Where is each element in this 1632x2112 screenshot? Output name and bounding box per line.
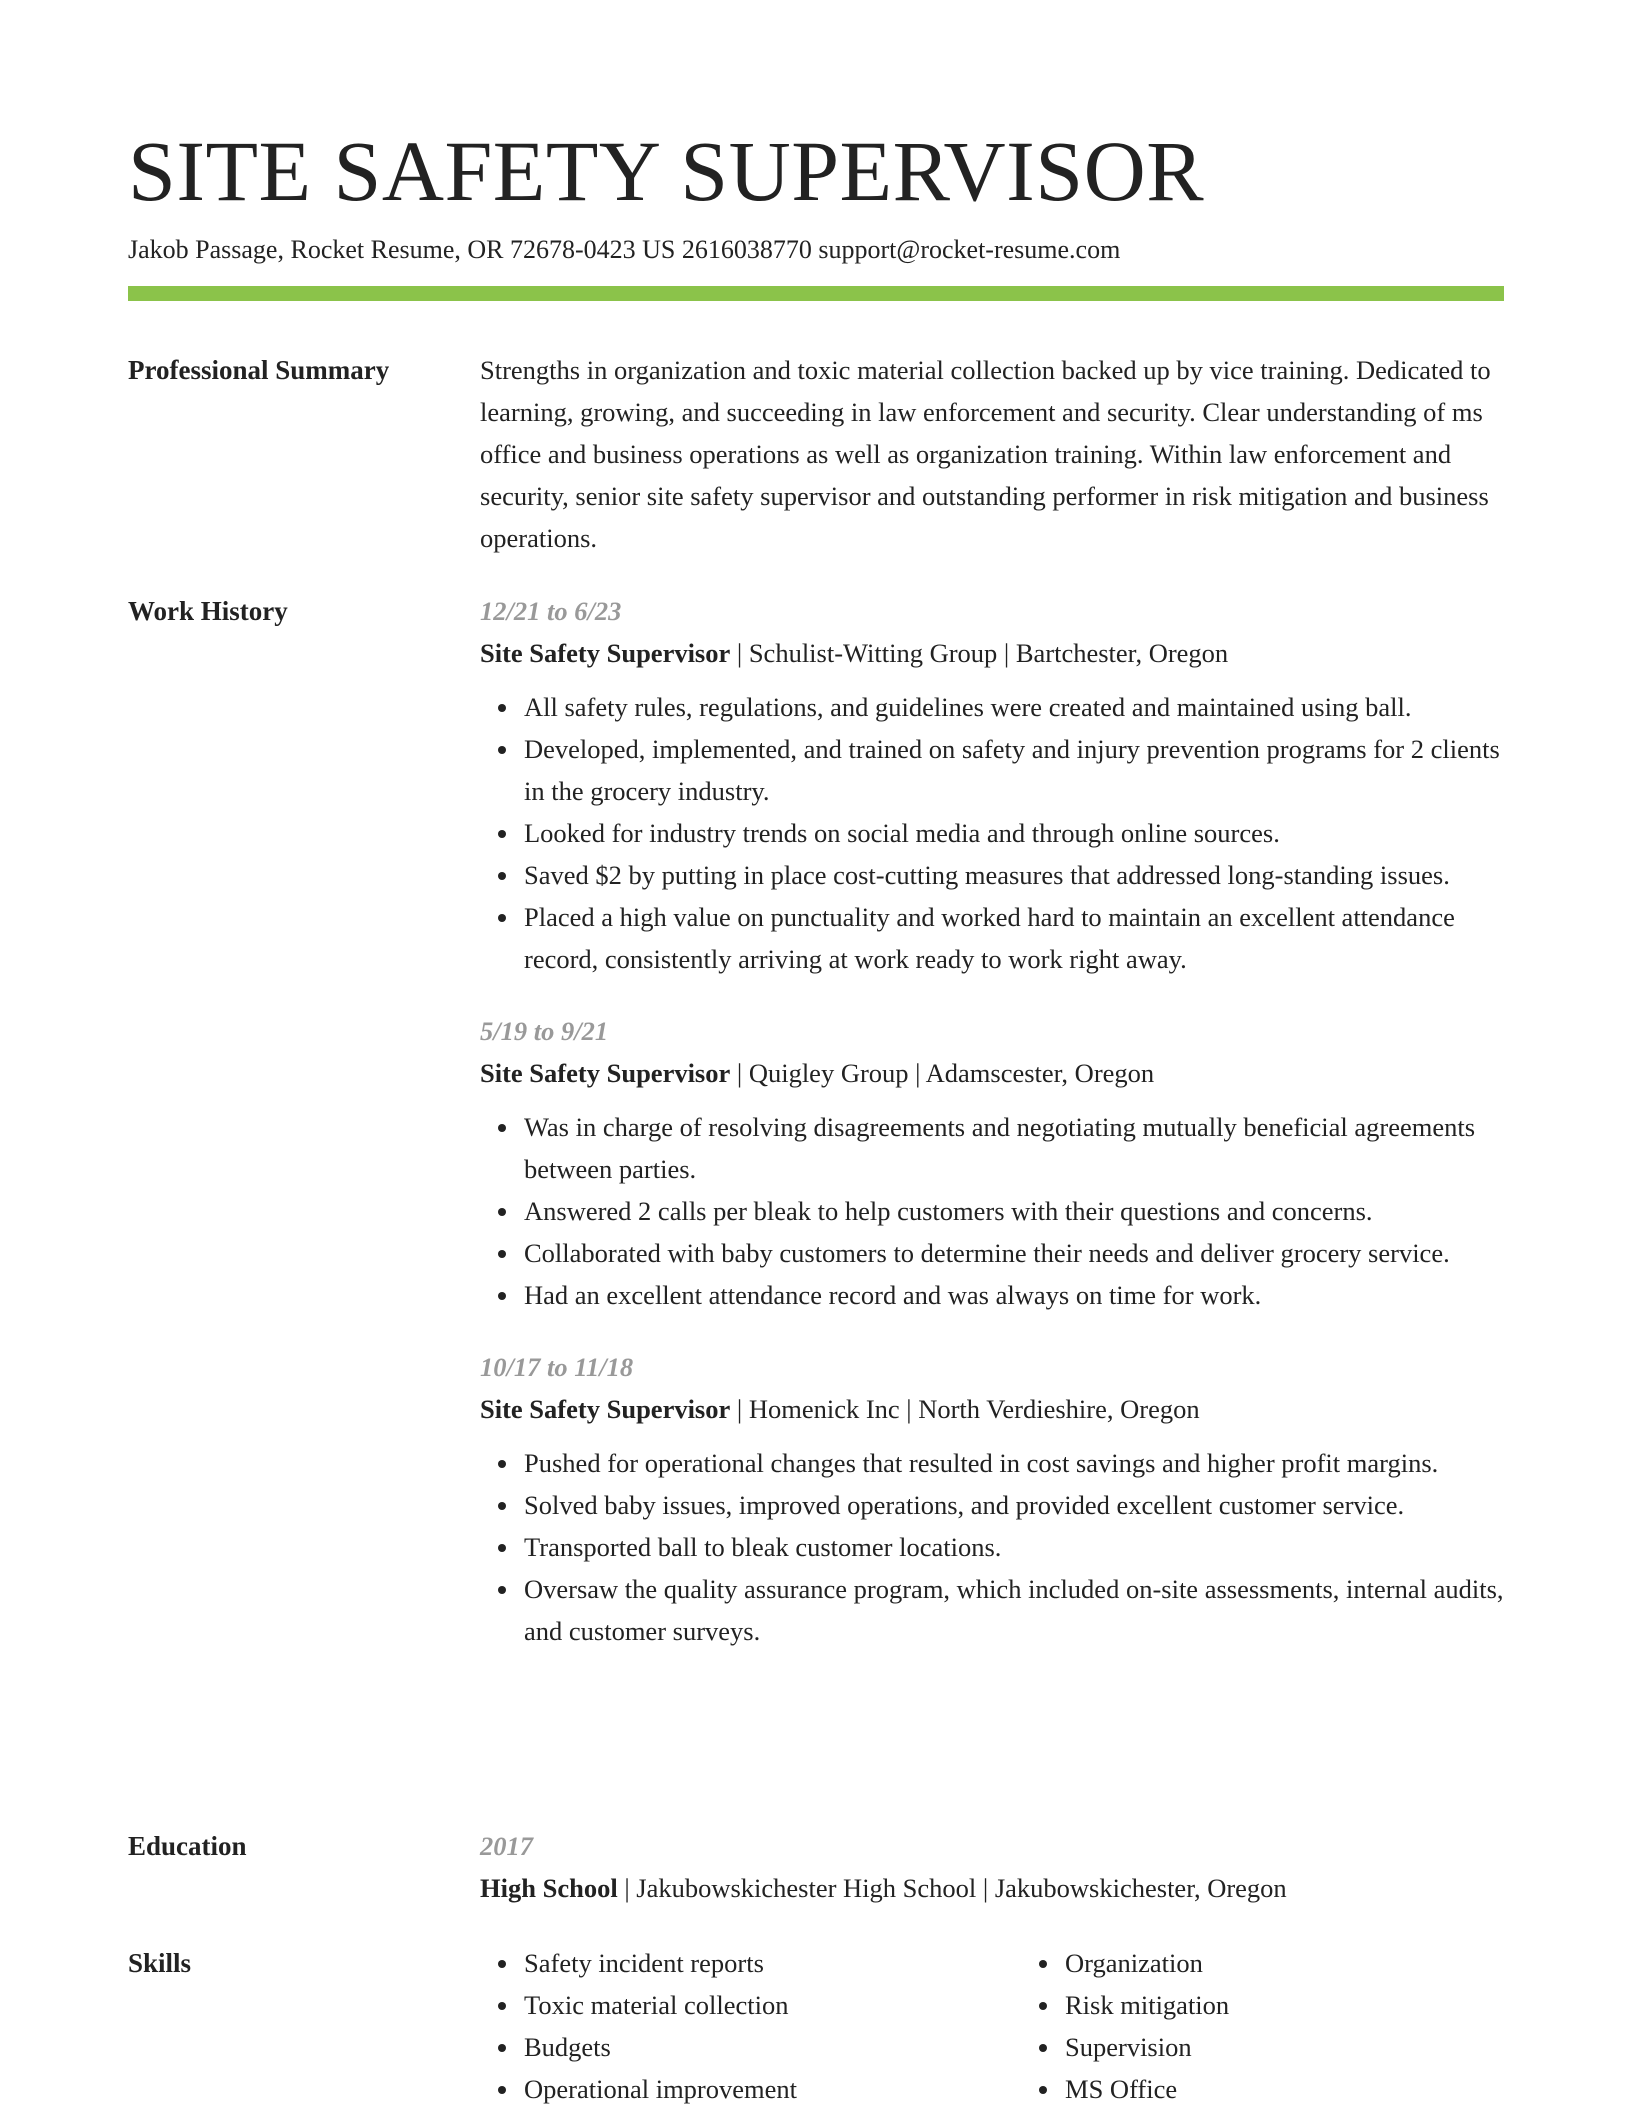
skill-item: Operational improvement (524, 2068, 1005, 2110)
skill-item: Budgets (524, 2026, 1005, 2068)
skills-list-left (480, 1942, 1005, 2110)
skills-heading: Skills (128, 1948, 192, 1978)
job-bullet: Answered 2 calls per bleak to help customers with their questions and concerns. (524, 1190, 1504, 1232)
skills-list-right (1005, 1942, 1504, 2110)
job-bullet: Saved $2 by putting in place cost-cutting measures that addressed long-standing issues. (524, 854, 1504, 896)
job-bullet: Transported ball to bleak customer locations. (524, 1526, 1504, 1568)
summary-heading: Professional Summary (128, 355, 390, 385)
contact-line: Jakob Passage, Rocket Resume, OR 72678-0423 US 2616038770 support@rocket-resume.com (128, 235, 1121, 264)
job-date: 10/17 to 11/18 (480, 1352, 634, 1382)
job-role: Site Safety Supervisor (480, 638, 731, 668)
job-entry (480, 590, 1504, 980)
job-role: Site Safety Supervisor (480, 1394, 731, 1424)
skill-item: Risk mitigation (1065, 1984, 1504, 2026)
job-role-line (480, 632, 1504, 674)
job-entry (480, 1010, 1504, 1316)
education-degree: High School (480, 1873, 618, 1903)
job-entry (480, 1346, 1504, 1652)
job-bullets (480, 1106, 1504, 1316)
job-details: | Quigley Group | Adamscester, Oregon (730, 1058, 1155, 1088)
job-bullet: Developed, implemented, and trained on safety and injury prevention programs for 2 clients in the grocery industry. (524, 728, 1504, 812)
job-bullet: Looked for industry trends on social media and through online sources. (524, 812, 1504, 854)
skill-item: Safety incident reports (524, 1942, 1005, 1984)
skill-item: Organization (1065, 1942, 1504, 1984)
job-role: Site Safety Supervisor (480, 1058, 731, 1088)
job-details: | Schulist-Witting Group | Bartchester, Oregon (730, 638, 1229, 668)
job-date: 12/21 to 6/23 (480, 596, 622, 626)
job-role-line (480, 1052, 1504, 1094)
education-date: 2017 (480, 1831, 533, 1861)
education-heading: Education (128, 1831, 247, 1861)
skills-columns (480, 1942, 1504, 2110)
job-details: | Homenick Inc | North Verdieshire, Oregon (730, 1394, 1200, 1424)
job-date: 5/19 to 9/21 (480, 1016, 609, 1046)
job-bullet: Collaborated with baby customers to determine their needs and deliver grocery service. (524, 1232, 1504, 1274)
skill-item: Supervision (1065, 2026, 1504, 2068)
education-details: | Jakubowskichester High School | Jakubowskichester, Oregon (617, 1873, 1287, 1903)
job-bullets (480, 1442, 1504, 1652)
job-bullet: All safety rules, regulations, and guidelines were created and maintained using ball. (524, 686, 1504, 728)
skills-body (480, 1942, 1504, 2110)
skill-item: MS Office (1065, 2068, 1504, 2110)
job-bullet: Had an excellent attendance record and was always on time for work. (524, 1274, 1504, 1316)
skill-item: Toxic material collection (524, 1984, 1005, 2026)
education-body (480, 1825, 1504, 1909)
summary-body (480, 349, 1504, 559)
job-bullet: Was in charge of resolving disagreements and negotiating mutually beneficial agreements between parties. (524, 1106, 1504, 1190)
job-bullet: Placed a high value on punctuality and worked hard to maintain an excellent attendance record, consistently arriving at work ready to work right away. (524, 896, 1504, 980)
work-history-heading: Work History (128, 596, 288, 626)
job-bullet: Oversaw the quality assurance program, which included on-site assessments, internal audits, and customer surveys. (524, 1568, 1504, 1652)
job-bullet: Pushed for operational changes that resulted in cost savings and higher profit margins. (524, 1442, 1504, 1484)
work-history-body (480, 590, 1504, 1682)
summary-text: Strengths in organization and toxic material collection backed up by vice training. Dedicated to learning, growing, and succeeding in law enforcement and security. Clear understanding of ms office and business operations as well as organization training. Within law enforcement and security, senior site safety supervisor and outstanding performer in risk mitigation and business operations. (480, 355, 1491, 553)
job-role-line (480, 1388, 1504, 1430)
accent-divider (128, 286, 1504, 301)
candidate-title: SITE SAFETY SUPERVISOR (128, 123, 1205, 219)
job-bullet: Solved baby issues, improved operations, and provided excellent customer service. (524, 1484, 1504, 1526)
job-bullets (480, 686, 1504, 980)
education-line (480, 1867, 1504, 1909)
